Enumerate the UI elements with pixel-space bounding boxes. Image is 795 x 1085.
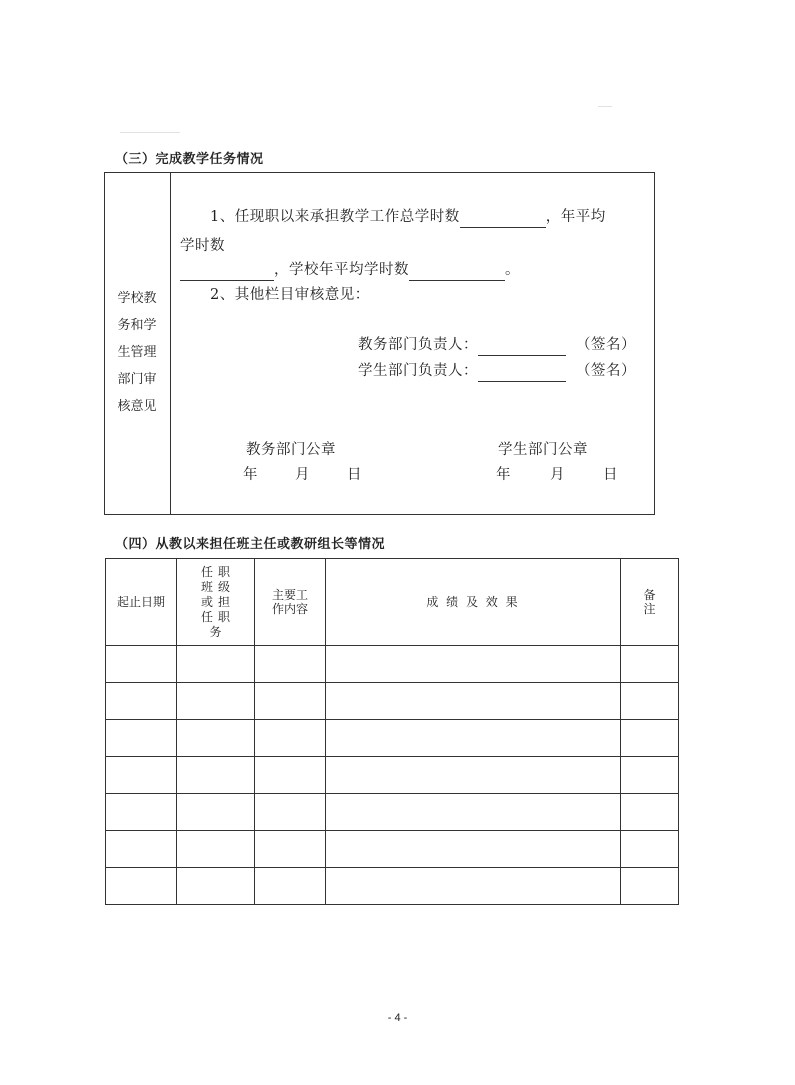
item2-line: 2、其他栏目审核意见： [210, 287, 370, 303]
cell-work[interactable] [255, 720, 326, 757]
header-position-char: 任 [200, 565, 213, 579]
student-date-year: 年 [496, 467, 511, 483]
header-position-char: 班 [200, 580, 213, 594]
header-results-text: 成 绩 及 效 果 [426, 595, 520, 609]
student-date-month: 月 [550, 467, 565, 483]
cell-remarks[interactable] [621, 794, 679, 831]
header-dates-text: 起止日期 [116, 595, 165, 609]
cell-dates[interactable] [106, 757, 177, 794]
table-row [106, 683, 679, 720]
header-dates [106, 559, 177, 646]
cell-results[interactable] [326, 794, 621, 831]
cell-results[interactable] [326, 757, 621, 794]
table-row [106, 646, 679, 683]
student-seal-label: 学生部门公章 [498, 442, 588, 458]
header-position-char: 职 [217, 565, 230, 579]
cell-remarks[interactable] [621, 831, 679, 868]
cell-position[interactable] [177, 868, 255, 905]
table-row [106, 720, 679, 757]
student-signer-label: 学生部门负责人： [358, 363, 478, 379]
cell-results[interactable] [326, 683, 621, 720]
school-avg-blank[interactable] [409, 264, 505, 281]
side-label-line: 学校教 [117, 291, 157, 306]
header-work-line: 作内容 [271, 602, 308, 616]
header-position-char: 或 [200, 595, 213, 609]
academic-signer-line [358, 333, 636, 356]
side-label-line: 部门审 [117, 372, 157, 387]
scan-mark [598, 106, 612, 107]
cell-work[interactable] [255, 646, 326, 683]
academic-date-day: 日 [347, 467, 362, 483]
cell-work[interactable] [255, 757, 326, 794]
header-position [177, 559, 255, 646]
section3-title: （三）完成教学任务情况 [115, 152, 264, 167]
cell-remarks[interactable] [621, 757, 679, 794]
header-remarks-char: 注 [643, 602, 656, 616]
academic-signer-label: 教务部门负责人： [358, 337, 478, 353]
side-label-line: 核意见 [117, 399, 157, 414]
item1-text: 1、任现职以来承担教学工作总学时数 [210, 209, 460, 225]
cell-position[interactable] [177, 646, 255, 683]
item1-text-annual: ，年平均 [545, 209, 606, 225]
academic-seal-label: 教务部门公章 [246, 442, 336, 458]
cell-position[interactable] [177, 757, 255, 794]
student-date-day: 日 [603, 467, 618, 483]
cell-work[interactable] [255, 794, 326, 831]
total-hours-blank[interactable] [460, 211, 546, 228]
cell-results[interactable] [326, 868, 621, 905]
cell-dates[interactable] [106, 831, 177, 868]
item1-period: 。 [505, 262, 520, 278]
header-position-char: 任 [200, 610, 213, 624]
academic-date-year: 年 [243, 467, 258, 483]
cell-position[interactable] [177, 720, 255, 757]
section3-divider [170, 172, 171, 515]
cell-results[interactable] [326, 720, 621, 757]
cell-remarks[interactable] [621, 868, 679, 905]
section4-title: （四）从教以来担任班主任或教研组长等情况 [115, 537, 386, 552]
annual-hours-blank[interactable] [180, 264, 274, 281]
academic-sign-note: （签名） [576, 337, 636, 353]
header-position-char: 级 [217, 580, 230, 594]
side-label-line: 生管理 [117, 345, 157, 360]
cell-position[interactable] [177, 683, 255, 720]
table-header-row [106, 559, 679, 646]
cell-work[interactable] [255, 831, 326, 868]
item1-line1 [210, 205, 606, 228]
cell-position[interactable] [177, 794, 255, 831]
academic-date-month: 月 [295, 467, 310, 483]
section3-side-label [108, 285, 166, 420]
table-row [106, 831, 679, 868]
header-results [326, 559, 621, 646]
page-number: - 4 - [387, 1012, 408, 1024]
header-remarks-char: 备 [643, 588, 656, 602]
table-row [106, 868, 679, 905]
header-remarks [621, 559, 679, 646]
cell-remarks[interactable] [621, 646, 679, 683]
school-avg-text: ，学校年平均学时数 [274, 262, 409, 278]
cell-dates[interactable] [106, 794, 177, 831]
item1-line3 [180, 258, 520, 281]
header-position-char: 职 [217, 610, 230, 624]
item1-line2: 学时数 [180, 238, 225, 254]
cell-work[interactable] [255, 868, 326, 905]
cell-work[interactable] [255, 683, 326, 720]
scan-mark [120, 132, 180, 133]
cell-remarks[interactable] [621, 720, 679, 757]
header-position-char: 务 [209, 625, 222, 639]
table-row [106, 794, 679, 831]
cell-position[interactable] [177, 831, 255, 868]
side-label-line: 务和学 [117, 318, 157, 333]
cell-dates[interactable] [106, 646, 177, 683]
student-sign-note: （签名） [576, 363, 636, 379]
student-signer-line [358, 359, 636, 382]
cell-remarks[interactable] [621, 683, 679, 720]
cell-results[interactable] [326, 646, 621, 683]
header-work-line: 主要工 [271, 588, 308, 602]
cell-dates[interactable] [106, 720, 177, 757]
header-position-char: 担 [217, 595, 230, 609]
cell-dates[interactable] [106, 683, 177, 720]
header-work [255, 559, 326, 646]
student-signature-blank[interactable] [478, 365, 566, 382]
academic-signature-blank[interactable] [478, 339, 566, 356]
duty-history-table [105, 558, 679, 905]
cell-dates[interactable] [106, 868, 177, 905]
table-row [106, 757, 679, 794]
cell-results[interactable] [326, 831, 621, 868]
